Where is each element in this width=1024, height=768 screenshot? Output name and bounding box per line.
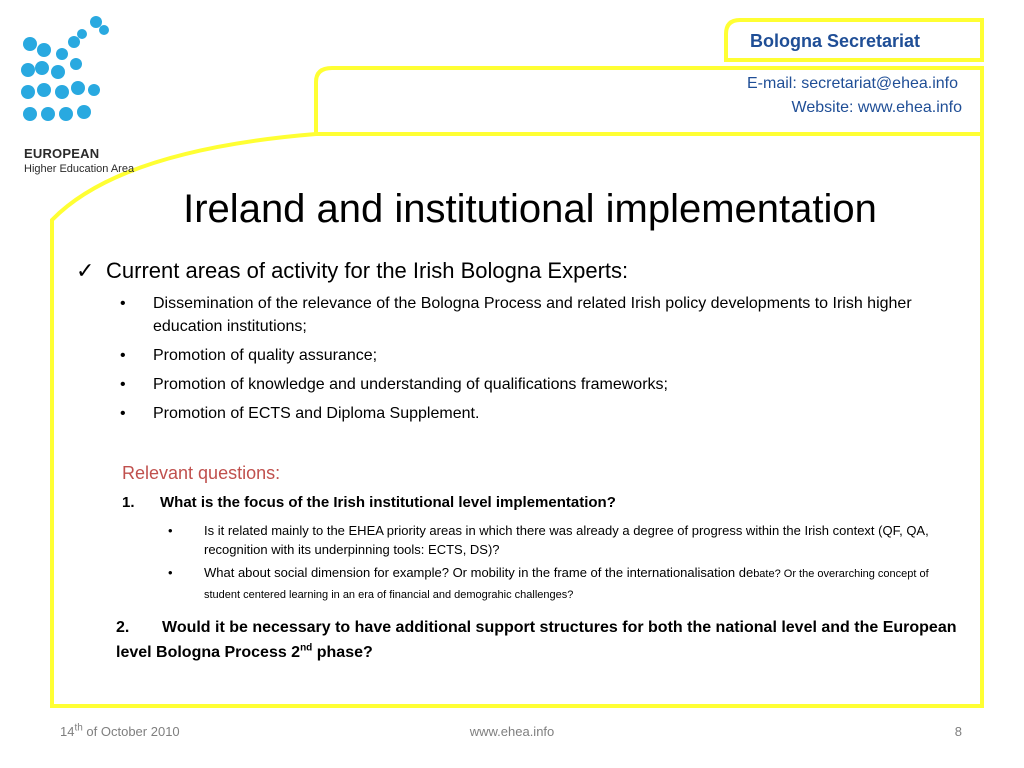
logo-text-higher-education-area: Higher Education Area [24, 163, 135, 175]
question-1-number: 1. [122, 494, 135, 511]
sub-item-main-text: What about social dimension for example? Or mobility in the frame of the internationalisation de [204, 565, 754, 580]
contact-email[interactable]: E-mail: secretariat@ehea.info [747, 75, 958, 92]
question-2 [116, 615, 976, 665]
question-2-number: 2. [116, 619, 130, 636]
activity-bullet-list [118, 292, 968, 431]
list-item: • Dissemination of the relevance of the Bologna Process and related Irish policy developments to Irish higher education institutions; [118, 292, 968, 338]
list-item: • Promotion of quality assurance; [118, 344, 968, 367]
question-1 [122, 494, 616, 511]
list-item [166, 563, 966, 605]
ehea-puzzle-logo [16, 14, 116, 134]
check-item-text: Current areas of activity for the Irish Bologna Experts: [106, 258, 629, 283]
question-2-end: phase? [312, 644, 373, 661]
slide-title: Ireland and institutional implementation [183, 187, 877, 231]
list-item: • Promotion of knowledge and understanding of qualifications frameworks; [118, 373, 968, 396]
checkmark-icon: ✓ [76, 258, 95, 283]
page-number: 8 [954, 724, 962, 739]
check-item [76, 258, 628, 284]
relevant-questions-heading: Relevant questions: [122, 463, 281, 483]
footer-date-rest: of October 2010 [82, 724, 180, 739]
list-item: • Is it related mainly to the EHEA priority areas in which there was already a degree of progress within the Irish context (QF, QA, recognition with its underpinning tools: ECTS, DS)? [166, 521, 966, 559]
footer-date-day: 14 [60, 724, 75, 739]
sub-item-tail-text: bate? Or the overarching concept of student centered learning in an era of financial and demograhic challenges? [204, 568, 929, 601]
question-1-text: What is the focus of the Irish institutional level implementation? [160, 494, 616, 511]
contact-website[interactable]: Website: www.ehea.info [791, 99, 962, 116]
footer-date-sup: th [74, 722, 83, 734]
footer-url[interactable]: www.ehea.info [469, 724, 555, 739]
list-item: • Promotion of ECTS and Diploma Supplement. [118, 402, 968, 425]
question-2-superscript: nd [300, 642, 313, 654]
question-2-text: Would it be necessary to have additional support structures for both the national level and the European level Bologna Process 2 [116, 619, 957, 661]
logo-text-european: EUROPEAN [24, 146, 100, 161]
question-1-sub-list [166, 521, 966, 609]
secretariat-title: Bologna Secretariat [750, 31, 921, 51]
